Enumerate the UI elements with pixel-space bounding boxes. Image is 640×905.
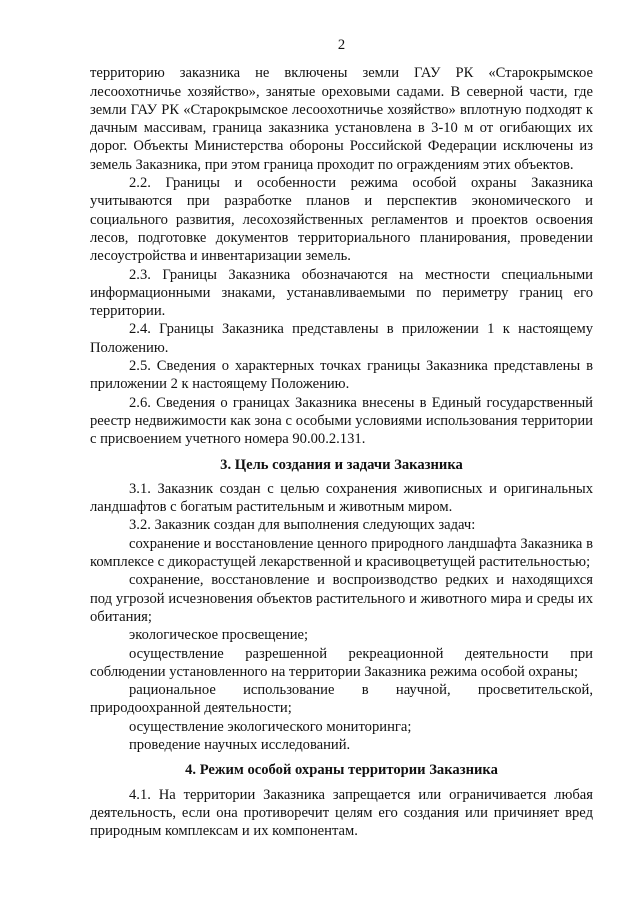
paragraph-2-4: 2.4. Границы Заказника представлены в приложении 1 к настоящему Положению. [90, 321, 593, 356]
task-item: осуществление экологического мониторинга; [129, 718, 412, 735]
section2-continuation: территорию заказника не включены земли ГАУ РК «Старокрымское лесоохотничье хозяйство», занятые ореховыми садами. В северной части, где земли ГАУ РК «Старокрымское лесоохотничье хозяйство» вплотную подходят к дачным массивам, граница заказника установлена в 3-10 м от огибающих их дорог. Объекты Министерства обороны Российской Федерации исключены из земель Заказника, при этом граница проходит по ограждениям этих объектов. [90, 65, 593, 173]
paragraph-4-1: 4.1. На территории Заказника запрещается или ограничивается любая деятельность, если она противоречит целям его создания или причиняет вред природным комплексам и их компонентам. [90, 786, 593, 840]
task-item: рациональное использование в научной, просветительской, природоохранной деятельности; [90, 682, 593, 717]
paragraph-3-2: 3.2. Заказник создан для выполнения следующих задач: [129, 517, 476, 534]
task-item: сохранение, восстановление и воспроизводство редких и находящихся под угрозой исчезновения объектов растительного и животного мира и среды их обитания; [90, 572, 593, 625]
page-number: 2 [337, 37, 346, 53]
section-3-heading: 3. Цель создания и задачи Заказника [220, 456, 463, 473]
task-item: осуществление разрешенной рекреационной деятельности при соблюдении установленного на территории Заказника режима особой охраны; [90, 645, 593, 680]
paragraph-3-1: 3.1. Заказник создан с целью сохранения живописных и оригинальных ландшафтов с богатым растительным и животным миром. [90, 480, 593, 516]
paragraph-2-2: 2.2. Границы и особенности режима особой охраны Заказника учитываются при разработке планов и перспектив экономического и социального развития, лесохозяйственных регламентов и проектов освоения лесов, подготовке документов территориального планирования, проведении лесоустройства и инвентаризации земель. [90, 175, 593, 265]
paragraph-2-5: 2.5. Сведения о характерных точках границы Заказника представлены в приложении 2 к настоящему Положению. [90, 358, 593, 393]
paragraph-2-3: 2.3. Границы Заказника обозначаются на местности специальными информационными знаками, устанавливаемыми по периметру границ его территории. [90, 266, 593, 320]
task-item: экологическое просвещение; [129, 627, 309, 644]
task-item: сохранение и восстановление ценного природного ландшафта Заказника в комплексе с дикорастущей лекарственной и красивоцветущей растительностью; [90, 535, 593, 571]
document-page [90, 36, 593, 840]
section-4-heading: 4. Режим особой охраны территории Заказника [185, 762, 498, 779]
paragraph-2-6: 2.6. Сведения о границах Заказника внесены в Единый государственный реестр недвижимости как зона с особыми условиями использования территории с присвоением учетного номера 90.00.2.131. [90, 394, 593, 448]
task-item: проведение научных исследований. [129, 736, 351, 753]
